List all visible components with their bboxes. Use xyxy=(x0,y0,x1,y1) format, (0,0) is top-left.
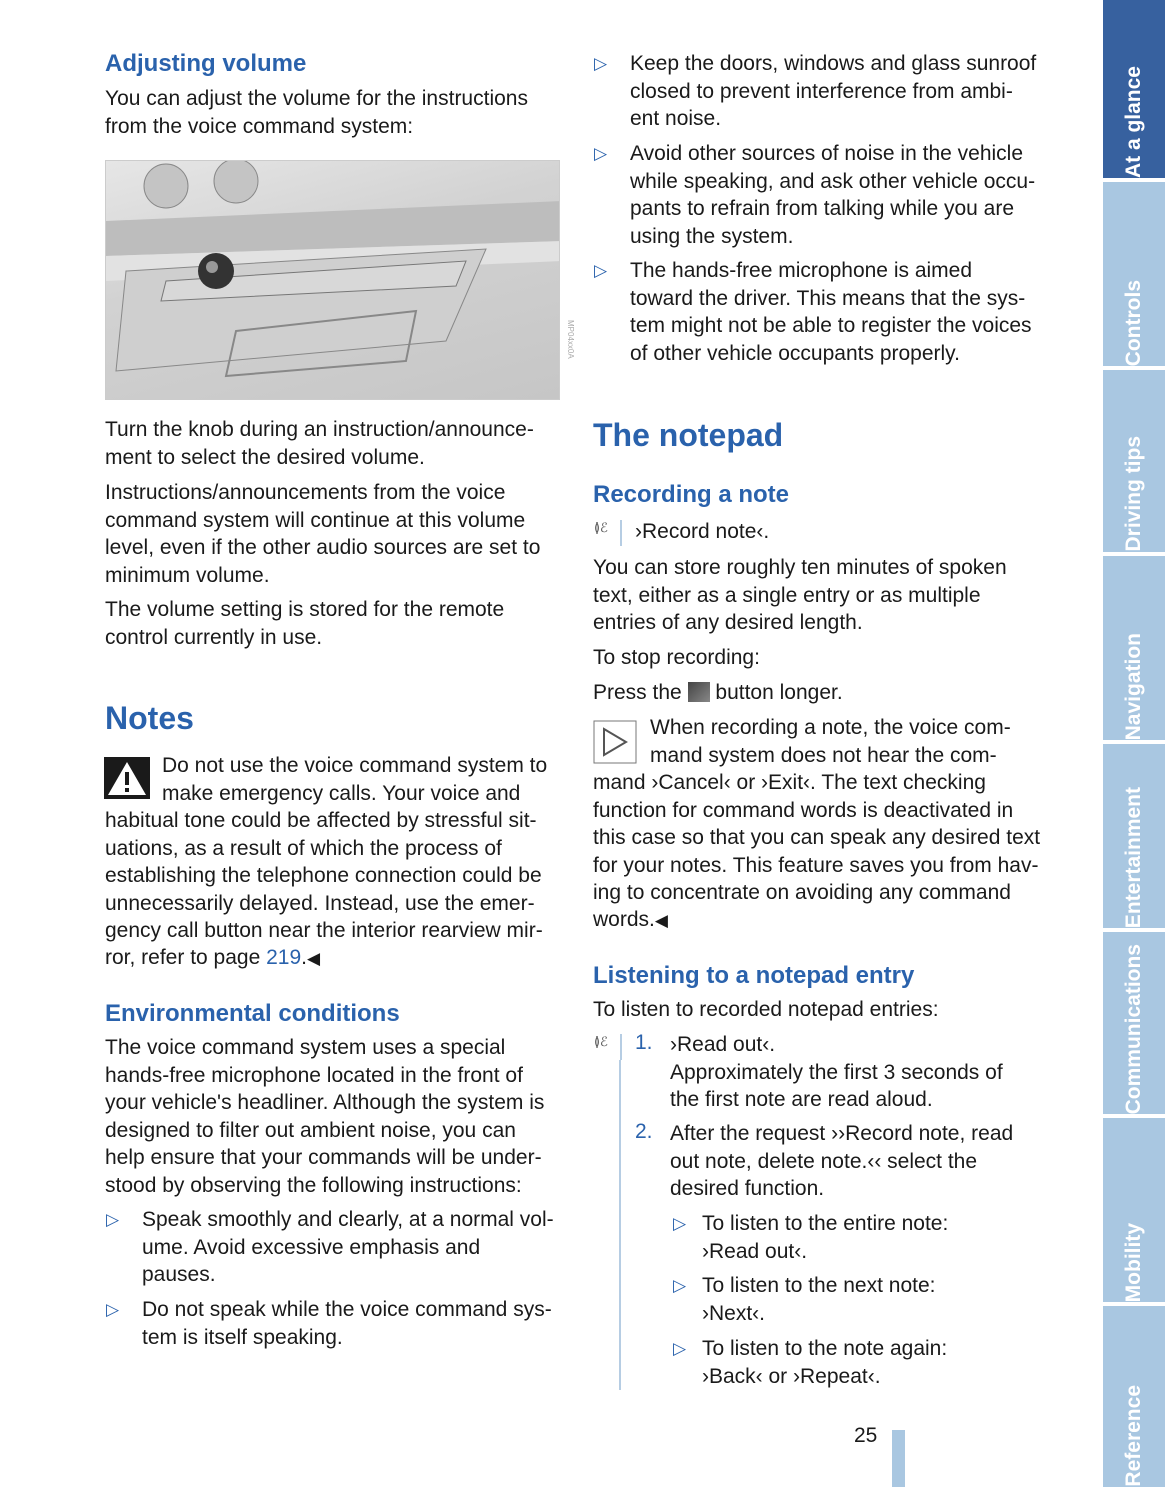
environmental-heading: Environmental conditions xyxy=(105,1000,400,1027)
step-number: 2. xyxy=(635,1120,653,1143)
stop-recording-text: To stop recording: xyxy=(593,646,760,669)
page-marker xyxy=(892,1430,905,1487)
text-line: pants to refrain from talking while you are xyxy=(630,197,1015,220)
step-item xyxy=(670,1120,1013,1203)
text-line: out note, delete note.‹‹ select the xyxy=(670,1149,978,1173)
end-mark-icon: ◀ xyxy=(306,949,321,968)
text-line: After the request ››Record note, read xyxy=(670,1122,1014,1145)
tab-at-a-glance[interactable]: At a glance xyxy=(1103,0,1165,178)
page-number: 25 xyxy=(854,1424,878,1447)
store-text xyxy=(593,554,1007,637)
text-line: ume. Avoid excessive emphasis and xyxy=(142,1235,481,1259)
text-line: Do not use the voice command system to xyxy=(162,754,548,777)
warning-text-top xyxy=(162,752,547,807)
sub-bullet-item xyxy=(702,1272,935,1327)
bullet-triangle-icon: ▷ xyxy=(673,1214,687,1233)
text-line: of other vehicle occupants properly. xyxy=(630,341,960,365)
tab-driving-tips[interactable]: Driving tips xyxy=(1103,370,1165,552)
listen-intro: To listen to recorded notepad entries: xyxy=(593,998,939,1021)
text-line: closed to prevent interference from ambi- xyxy=(630,79,1013,103)
bullet-item xyxy=(142,1296,552,1351)
bullet-item xyxy=(142,1206,554,1289)
text-line: designed to filter out ambient noise, you can xyxy=(105,1118,516,1142)
text-line: Do not speak while the voice command sys- xyxy=(142,1298,552,1321)
text-line: entries of any desired length. xyxy=(593,611,863,634)
bullet-item xyxy=(630,140,1035,250)
text-line: the first note are read aloud. xyxy=(670,1088,933,1111)
text-line: level, even if the other audio sources are set to xyxy=(105,536,541,559)
text-line: ›Read out‹. xyxy=(670,1033,776,1056)
text-line: desired function. xyxy=(670,1177,825,1200)
notepad-heading: The notepad xyxy=(593,417,784,453)
text-line: while speaking, and ask other vehicle occu- xyxy=(630,169,1036,193)
warning-text-last: ror, refer to page 219.◀ xyxy=(105,946,321,969)
adjusting-volume-heading: Adjusting volume xyxy=(105,50,307,77)
text-line: text, either as a single entry or as multiple xyxy=(593,583,981,607)
text-line: The volume setting is stored for the remote xyxy=(105,598,505,621)
turn-knob-text xyxy=(105,416,534,471)
text-line: hands-free microphone located in the front of xyxy=(105,1063,523,1087)
text-line: The voice command system uses a special xyxy=(105,1036,506,1059)
text-line: make emergency calls. Your voice and xyxy=(162,781,521,805)
sub-bullet-item xyxy=(702,1335,947,1390)
text-line: Turn the knob during an instruction/announce- xyxy=(105,418,534,441)
text-line: help ensure that your commands will be under- xyxy=(105,1146,542,1169)
bullet-triangle-icon: ▷ xyxy=(594,54,608,73)
bullet-triangle-icon: ▷ xyxy=(673,1276,687,1295)
sub-bullet-item xyxy=(702,1210,948,1265)
tab-reference[interactable]: Reference xyxy=(1103,1306,1165,1487)
record-command: ›Record note‹. xyxy=(635,520,770,543)
press-button-text: Press the button longer. xyxy=(593,681,843,704)
adjusting-intro xyxy=(105,85,528,140)
step-divider xyxy=(619,1060,621,1390)
voice-command-icon: ≬ℰ xyxy=(594,520,622,546)
note-icon xyxy=(593,720,637,769)
bullet-triangle-icon: ▷ xyxy=(106,1210,120,1229)
bullet-triangle-icon: ▷ xyxy=(594,144,608,163)
continue-volume-text xyxy=(105,479,540,589)
text-line: control currently in use. xyxy=(105,625,323,649)
text-line: Keep the doors, windows and glass sunroof xyxy=(630,52,1037,75)
page-link[interactable]: 219 xyxy=(266,946,302,969)
tab-controls[interactable]: Controls xyxy=(1103,182,1165,366)
text-line: establishing the telephone connection could be xyxy=(105,864,542,887)
text-line: To listen to the next note: xyxy=(702,1274,936,1297)
text-line: unnecessarily delayed. Instead, use the emer- xyxy=(105,891,535,915)
text-line: When recording a note, the voice com- xyxy=(650,716,1011,739)
voice-button-icon xyxy=(688,682,710,702)
text-line: gency call button near the interior rearview mir- xyxy=(105,919,543,942)
text-line: stood by observing the following instructions: xyxy=(105,1173,522,1197)
text-line: for your notes. This feature saves you from hav- xyxy=(593,853,1039,877)
text-line: ing to concentrate on avoiding any command xyxy=(593,881,1011,904)
warning-icon xyxy=(104,757,150,804)
text-line: command system will continue at this volume xyxy=(105,508,526,532)
text-line: Instructions/announcements from the voice xyxy=(105,481,506,504)
note-text xyxy=(593,769,1040,907)
tab-navigation[interactable]: Navigation xyxy=(1103,556,1165,740)
text-line: habitual tone could be affected by stressful sit- xyxy=(105,809,537,832)
text-line: ent noise. xyxy=(630,107,722,130)
tab-mobility[interactable]: Mobility xyxy=(1103,1118,1165,1302)
text-line: function for command words is deactivated in xyxy=(593,798,1014,822)
bullet-item xyxy=(630,257,1032,367)
text-line: ›Read out‹. xyxy=(702,1239,808,1263)
environmental-text xyxy=(105,1034,544,1199)
text-line: tem might not be able to register the voices xyxy=(630,314,1032,337)
tab-entertainment[interactable]: Entertainment xyxy=(1103,744,1165,928)
step-item xyxy=(670,1031,1003,1114)
text-line: mand system does not hear the com- xyxy=(650,743,997,767)
text-line: this case so that you can speak any desired text xyxy=(593,826,1041,849)
text-line: You can adjust the volume for the instructions xyxy=(105,87,528,110)
note-text-top xyxy=(650,714,1011,769)
tab-communications[interactable]: Communications xyxy=(1103,932,1165,1114)
note-text-last: words.◀ xyxy=(593,908,668,931)
listening-heading: Listening to a notepad entry xyxy=(593,962,915,989)
text-line: You can store roughly ten minutes of spoken xyxy=(593,556,1007,579)
text-line: Approximately the first 3 seconds of xyxy=(670,1060,1003,1084)
text-line: mand ›Cancel‹ or ›Exit‹. The text checking xyxy=(593,771,986,794)
bullet-triangle-icon: ▷ xyxy=(594,261,608,280)
text-line: tem is itself speaking. xyxy=(142,1325,343,1349)
text-line: using the system. xyxy=(630,224,794,248)
stored-text xyxy=(105,596,504,651)
warning-text xyxy=(105,807,543,945)
knob-illustration xyxy=(105,160,560,400)
text-line: minimum volume. xyxy=(105,563,270,587)
text-line: ›Next‹. xyxy=(702,1301,765,1325)
text-line: Avoid other sources of noise in the vehicle xyxy=(630,142,1024,165)
notes-heading: Notes xyxy=(105,700,194,736)
text-line: toward the driver. This means that the sys- xyxy=(630,286,1026,310)
end-mark-icon: ◀ xyxy=(654,911,668,930)
text-line: Speak smoothly and clearly, at a normal vol- xyxy=(142,1208,554,1231)
text-line: your vehicle's headliner. Although the system is xyxy=(105,1091,545,1114)
text-line: pauses. xyxy=(142,1263,216,1286)
bullet-triangle-icon: ▷ xyxy=(106,1300,120,1319)
text-line: To listen to the note again: xyxy=(702,1337,948,1360)
step-number: 1. xyxy=(635,1031,653,1054)
voice-command-icon: ≬ℰ xyxy=(594,1034,622,1060)
text-line: To listen to the entire note: xyxy=(702,1212,949,1235)
bullet-triangle-icon: ▷ xyxy=(673,1339,687,1358)
text-line: ›Back‹ or ›Repeat‹. xyxy=(702,1364,881,1388)
bullet-item xyxy=(630,50,1036,133)
image-code: MP04xx0A xyxy=(566,320,575,359)
recording-heading: Recording a note xyxy=(593,481,790,508)
text-line: The hands-free microphone is aimed xyxy=(630,259,973,282)
text-line: ment to select the desired volume. xyxy=(105,445,425,469)
text-line: from the voice command system: xyxy=(105,114,414,138)
text-line: uations, as a result of which the process of xyxy=(105,836,502,860)
